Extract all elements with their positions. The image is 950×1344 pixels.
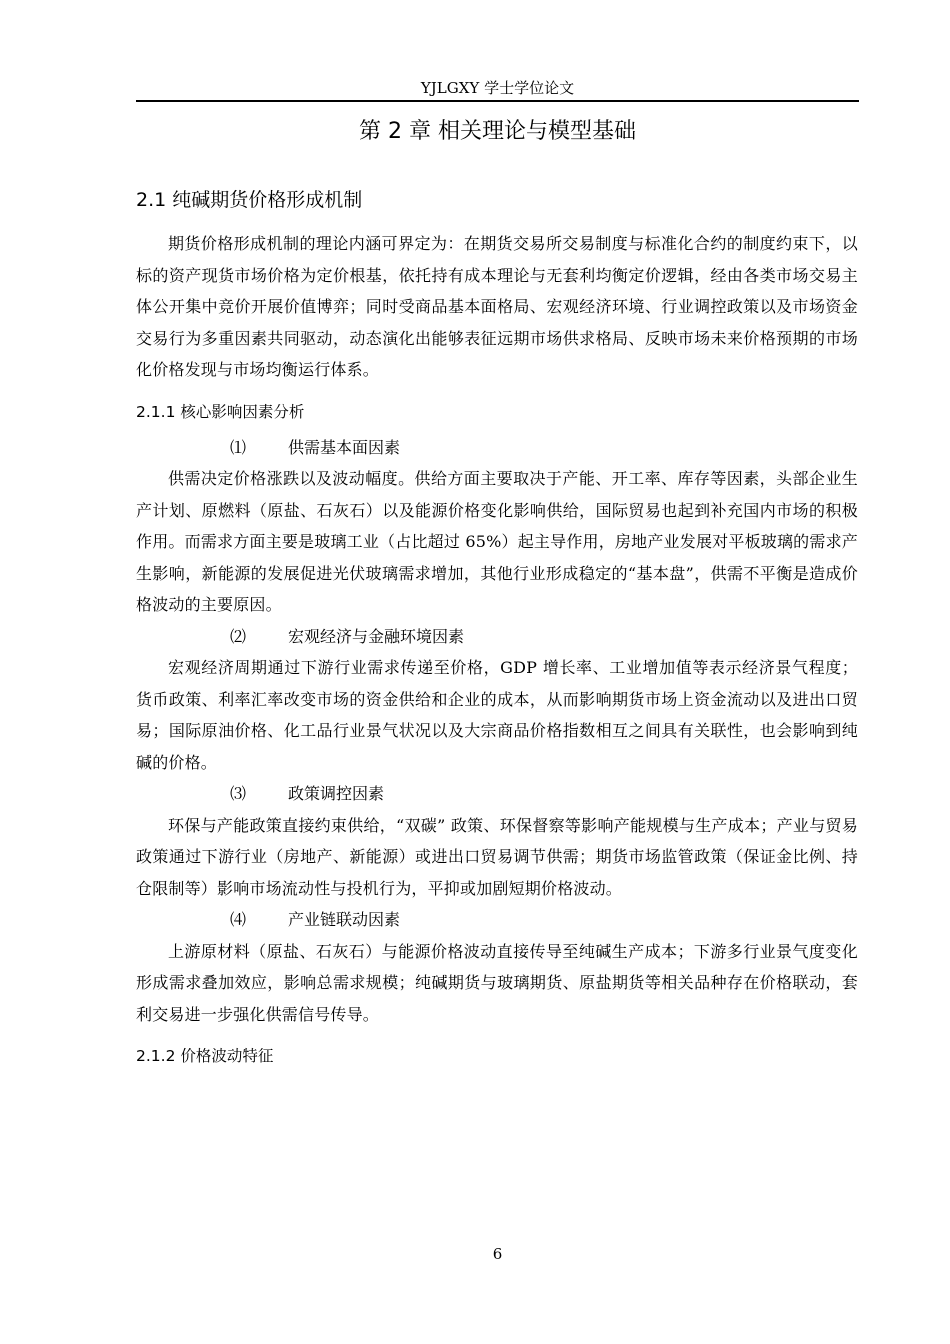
section-heading-2-1-1: 2.1.1 核心影响因素分析	[136, 402, 305, 421]
section-heading-2-1: 2.1 纯碱期货价格形成机制	[136, 189, 363, 211]
factor-item-3	[136, 778, 858, 810]
body-content	[136, 184, 858, 1076]
factor-number: ⑴	[230, 437, 247, 457]
factor-paragraph-1: 供需决定价格涨跌以及波动幅度。供给方面主要取决于产能、开工率、库存等因素，头部企业生产计划、原燃料（原盐、石灰石）以及能源价格变化影响供给，国际贸易也起到补充国内市场的积极作用。而需求方面主要是玻璃工业（占比超过 65%）起主导作用，房地产业发展对平板玻璃的需求产生影响，新能源的发展促进光伏玻璃需求增加，其他行业形成稳定的“基本盘”，供需不平衡是造成价格波动的主要原因。	[136, 469, 858, 614]
header-rule	[136, 100, 859, 102]
factor-item-4	[136, 904, 858, 936]
chapter-title: 第 2 章 相关理论与模型基础	[359, 119, 636, 144]
factor-title: 供需基本面因素	[288, 437, 401, 457]
factor-item-1	[136, 432, 858, 464]
running-header: YJLGXY 学士学位论文	[420, 79, 575, 97]
factor-title: 政策调控因素	[288, 784, 385, 803]
factor-item-2	[136, 621, 858, 653]
factor-number: ⑷	[230, 910, 247, 929]
factor-number: ⑵	[230, 626, 247, 646]
page-number: 6	[492, 1245, 503, 1263]
factor-title: 宏观经济与金融环境因素	[288, 626, 465, 646]
section-2-1-paragraph: 期货价格形成机制的理论内涵可界定为：在期货交易所交易制度与标准化合约的制度约束下，以标的资产现货市场价格为定价根基，依托持有成本理论与无套利均衡定价逻辑，经由各类市场交易主体公开集中竞价开展价值博弈；同时受商品基本面格局、宏观经济环境、行业调控政策以及市场资金交易行为多重因素共同驱动，动态演化出能够表征远期市场供求格局、反映市场未来价格预期的市场化价格发现与市场均衡运行体系。	[136, 234, 858, 379]
section-heading-2-1-2: 2.1.2 价格波动特征	[136, 1047, 274, 1065]
factor-paragraph-3: 环保与产能政策直接约束供给，“双碳” 政策、环保督察等影响产能规模与生产成本；产业与贸易政策通过下游行业（房地产、新能源）或进出口贸易调节供需；期货市场监管政策（保证金比例、持仓限制等）影响市场流动性与投机行为，平抑或加剧短期价格波动。	[136, 815, 858, 898]
factor-number: ⑶	[230, 784, 247, 803]
factor-title: 产业链联动因素	[288, 910, 401, 929]
factor-paragraph-2: 宏观经济周期通过下游行业需求传递至价格，GDP 增长率、工业增加值等表示经济景气程度；货币政策、利率汇率改变市场的资金供给和企业的成本，从而影响期货市场上资金流动以及进出口贸易；国际原油价格、化工品行业景气状况以及大宗商品价格指数相互之间具有关联性，也会影响到纯碱的价格。	[136, 658, 858, 772]
factor-paragraph-4: 上游原材料（原盐、石灰石）与能源价格波动直接传导至纯碱生产成本；下游多行业景气度变化形成需求叠加效应，影响总需求规模；纯碱期货与玻璃期货、原盐期货等相关品种存在价格联动，套利交易进一步强化供需信号传导。	[136, 941, 858, 1024]
